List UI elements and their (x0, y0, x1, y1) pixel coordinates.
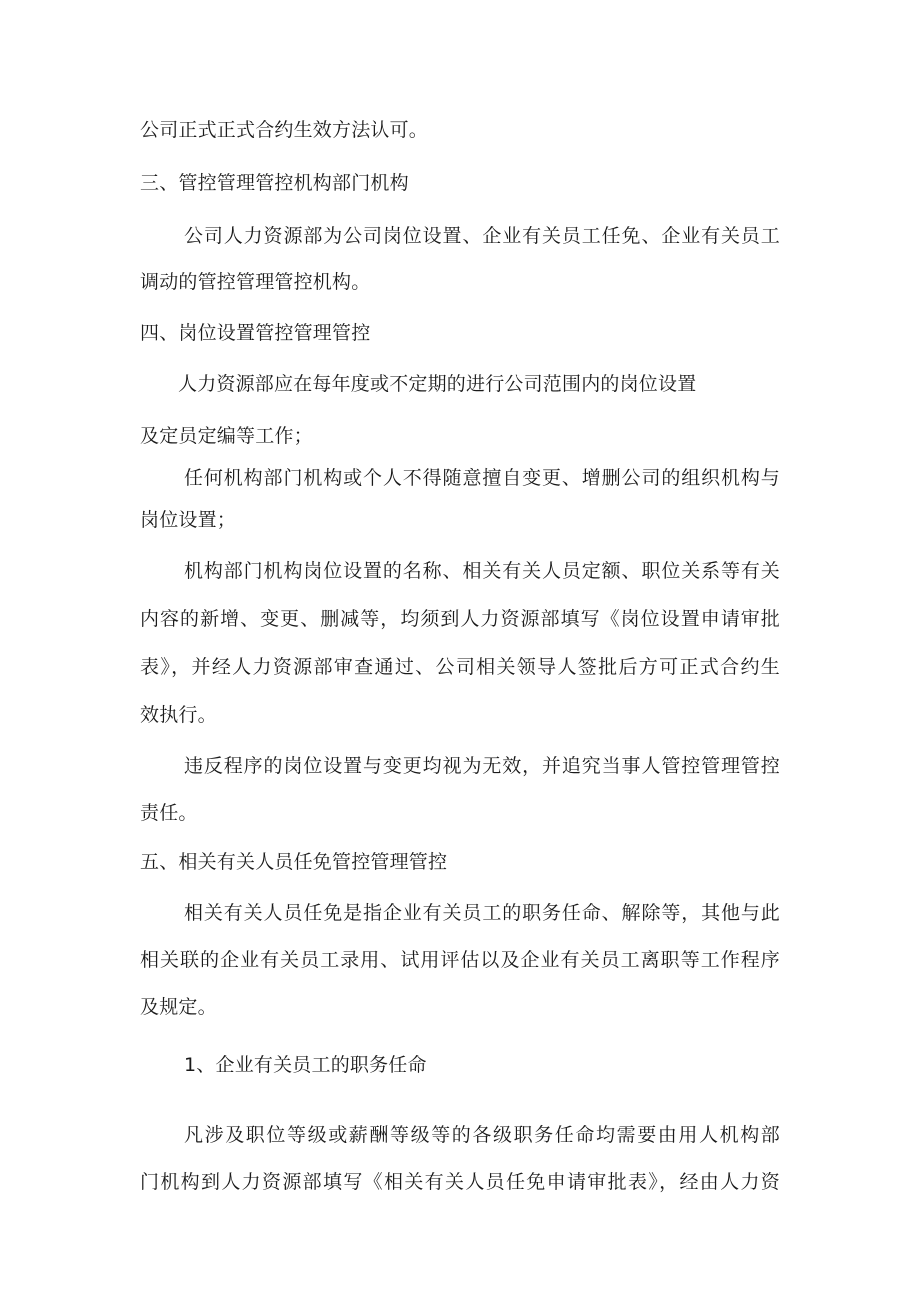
paragraph-line: 及规定。 (140, 996, 217, 1018)
paragraph-line: 门机构到人力资源部填写《相关有关人员任免申请审批表》，经由人力资 (140, 1171, 780, 1193)
paragraph-line: 岗位设置； (140, 509, 237, 531)
paragraph-line: 机构部门机构岗位设置的名称、相关有关人员定额、职位关系等有关 (184, 560, 780, 582)
paragraph-line: 人力资源部应在每年度或不定期的进行公司范围内的岗位设置 (178, 373, 697, 395)
section-heading-4: 四、岗位设置管控管理管控 (140, 322, 371, 344)
paragraph-line: 调动的管控管理管控机构。 (140, 271, 371, 293)
paragraph-line: 及定员定编等工作； (140, 425, 313, 447)
section-heading-3: 三、管控管理管控机构部门机构 (140, 172, 409, 194)
paragraph-line: 相关联的企业有关员工录用、试用评估以及企业有关员工离职等工作程序 (140, 949, 780, 971)
paragraph-line: 效执行。 (140, 704, 217, 726)
paragraph-line: 表》，并经人力资源部审查通过、公司相关领导人签批后方可正式合约生 (140, 656, 780, 678)
subsection-heading: 1、企业有关员工的职务任命 (184, 1054, 427, 1076)
paragraph-line: 相关有关人员任免是指企业有关员工的职务任命、解除等，其他与此 (184, 902, 780, 924)
paragraph-line: 任何机构部门机构或个人不得随意擅自变更、增删公司的组织机构与 (184, 467, 780, 489)
paragraph-line: 公司正式正式合约生效方法认可。 (140, 119, 429, 141)
paragraph-line: 违反程序的岗位设置与变更均视为无效，并追究当事人管控管理管控 (184, 755, 780, 777)
paragraph-line: 责任。 (140, 802, 198, 824)
paragraph-line: 公司人力资源部为公司岗位设置、企业有关员工任免、企业有关员工 (184, 225, 780, 247)
paragraph-line: 内容的新增、变更、删减等，均须到人力资源部填写《岗位设置申请审批 (140, 608, 780, 630)
paragraph-line: 凡涉及职位等级或薪酬等级等的各级职务任命均需要由用人机构部 (184, 1124, 780, 1146)
section-heading-5: 五、相关有关人员任免管控管理管控 (140, 851, 448, 873)
